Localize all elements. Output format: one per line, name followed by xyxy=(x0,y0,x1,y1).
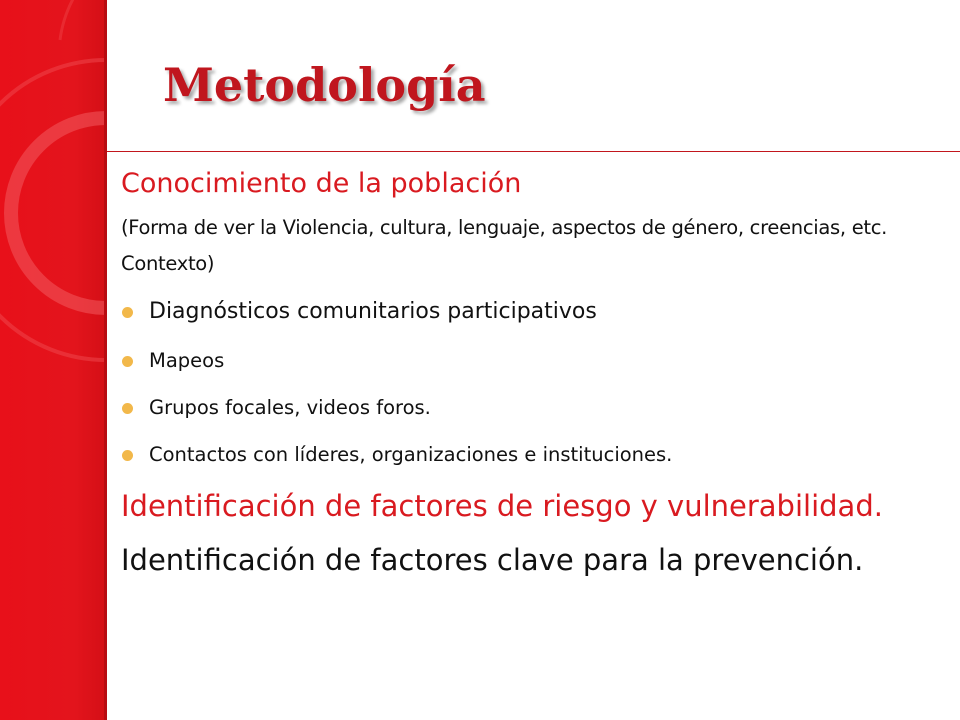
bullet-label: Contactos con líderes, organizaciones e instituciones. xyxy=(149,443,673,466)
section-heading-population: Conocimiento de la población xyxy=(121,168,522,199)
bullet-label: Mapeos xyxy=(149,349,225,372)
band-edge-line xyxy=(104,0,107,720)
bullet-label: Diagnósticos comunitarios participativos xyxy=(149,299,597,324)
slide-body xyxy=(121,164,949,585)
bullet-list xyxy=(121,292,949,473)
bullet-item xyxy=(121,292,949,332)
bullet-dot-icon xyxy=(122,356,133,367)
bullet-item xyxy=(121,343,949,379)
decorative-arcs xyxy=(0,0,106,720)
bullet-label: Grupos focales, videos foros. xyxy=(149,396,431,419)
section-heading-risk-factors: Identificación de factores de riesgo y vulnerabilidad. xyxy=(121,489,883,523)
section-heading-prevention-factors: Identificación de factores clave para la prevención. xyxy=(121,543,864,577)
bullet-dot-icon xyxy=(122,450,133,461)
bullet-dot-icon xyxy=(122,307,133,318)
title-divider xyxy=(107,151,960,152)
bullet-dot-icon xyxy=(122,403,133,414)
context-note: (Forma de ver la Violencia, cultura, lenguaje, aspectos de género, creencias, etc. Contexto) xyxy=(121,216,888,275)
bullet-item xyxy=(121,437,949,473)
slide-title: Metodología xyxy=(163,58,486,112)
bullet-item xyxy=(121,390,949,426)
